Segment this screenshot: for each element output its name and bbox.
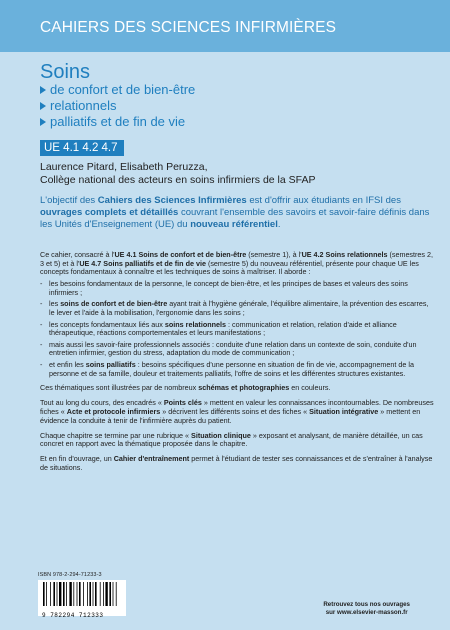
author-names: Laurence Pitard, Elisabeth Peruzza, [40, 161, 208, 173]
triangle-bullet-icon [40, 118, 46, 126]
list-item: - les soins de confort et de bien-être ayant trait à l'hygiène générale, l'équilibre alimentaire, la prévention des escarres, le lever et l'aide à la mobilisation, l'ergonomie dans les soins ; [40, 300, 435, 317]
body-paragraph: Ces thématiques sont illustrées par de nombreux schémas et photographies en couleurs. [40, 383, 331, 393]
body-paragraph: Tout au long du cours, des encadrés « Points clés » mettent en valeur les connaissances incontournables. De nombreuses fiches « Acte et protocole infirmiers » décrivent les différents soins et des fiches « Situation intégrative » mettent en évidence la conduite à tenir de l'infirmière auprès du patient. [40, 398, 434, 425]
footer-line-2: sur www.elsevier-masson.fr [325, 608, 408, 616]
list-item: - et enfin les soins palliatifs : besoins spécifiques d'une personne en situation de fin de vie, accompagnement de la personne et de sa famille, douleur et traitements palliatifs, l'offre de soins et les différentes structures existantes. [40, 361, 435, 378]
body-paragraph: Et en fin d'ouvrage, un Cahier d'entraînement permet à l'étudiant de tester ses connaissances et de s'entraîner à l'analyse de situations. [40, 454, 433, 472]
list-item: - mais aussi les savoir-faire professionnels associés : conduite d'une relation dans un contexte de soin, conduite d'un entretien infirmier, gestion du stress, adaptation du mode de communication ; [40, 341, 435, 358]
header-band [0, 0, 450, 52]
intro-paragraph: L'objectif des Cahiers des Sciences Infirmières est d'offrir aux étudiants en IFSI des ouvrages complets et détaillés couvrant l'ensemble des savoirs et savoir-faire définis dans les Unités d'Enseignement (UE) du nouveau référentiel. [40, 195, 430, 230]
book-title: Soins [40, 61, 91, 83]
topics-list [40, 280, 435, 378]
authors [40, 161, 440, 186]
title-block [40, 62, 440, 130]
triangle-bullet-icon [40, 86, 46, 94]
series-title: CAHIERS DES SCIENCES INFIRMIÈRES [40, 19, 337, 36]
list-item: - les concepts fondamentaux liés aux soins relationnels : communication et relation, relation d'aide et alliance thérapeutique, réactions comportementales et leurs manifestations ; [40, 321, 435, 338]
body-paragraph: Ce cahier, consacré à l'UE 4.1 Soins de confort et de bien-être (semestre 1), à l'UE 4.2 Soins relationnels (semestres 2, 3 et 5) et à l'UE 4.7 Soins palliatifs et de fin de vie (semestre 5) du nouveau référentiel, présente pour chaque UE les concepts fondamentaux à connaître et les techniques de soins à maîtriser. Il aborde : [40, 250, 434, 277]
barcode-digits: 9 782294 712333 [42, 612, 104, 619]
publisher-footer [323, 601, 410, 616]
ue-badge: UE 4.1 4.2 4.7 [40, 140, 124, 156]
isbn-label: ISBN 978-2-294-71233-3 [38, 572, 102, 578]
description-body [40, 251, 435, 479]
triangle-bullet-icon [40, 102, 46, 110]
barcode-zone [38, 572, 128, 619]
subtitle-confort: de confort et de bien-être [40, 82, 440, 98]
subtitle-relationnels: relationnels [40, 98, 440, 114]
footer-line-1: Retrouvez tous nos ouvrages [323, 601, 410, 608]
list-item: - les besoins fondamentaux de la personne, le concept de bien-être, et les principes de bases et valeurs des soins infirmiers ; [40, 280, 435, 297]
author-affiliation: Collège national des acteurs en soins infirmiers de la SFAP [40, 173, 316, 186]
barcode [38, 580, 126, 619]
subtitle-palliatifs: palliatifs et de fin de vie [40, 114, 440, 130]
barcode-bars-icon [42, 582, 122, 606]
body-paragraph: Chaque chapitre se termine par une rubrique « Situation clinique » exposant et analysant, de manière détaillée, un cas concret en rapport avec la thématique proposée dans le chapitre. [40, 430, 423, 449]
